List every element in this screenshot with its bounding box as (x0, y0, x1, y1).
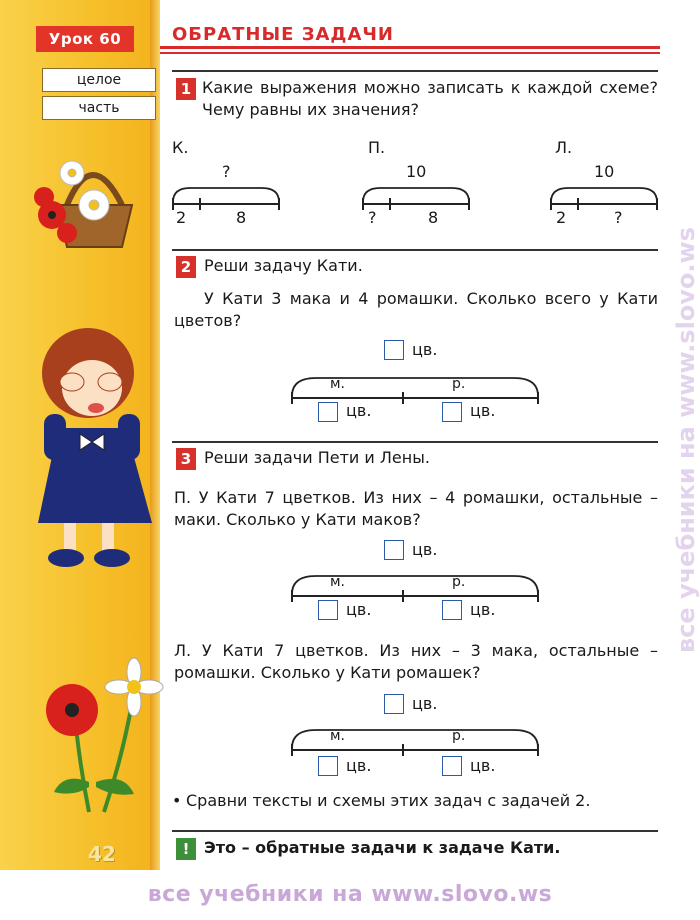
scheme-k-label: К. (172, 138, 189, 157)
scheme-left-label: м. (330, 376, 346, 392)
compare-text: Сравни тексты и схемы этих задач с задачей 2. (186, 791, 591, 810)
task-number: 1 (176, 78, 196, 100)
scheme-l-part2: ? (614, 208, 623, 227)
scheme-k-diagram (170, 184, 282, 214)
scheme-p-diagram (360, 184, 472, 214)
unit-label: цв. (470, 756, 496, 775)
task-rule (172, 830, 658, 832)
answer-box-right[interactable] (442, 600, 462, 620)
unit-label: цв. (412, 340, 438, 359)
scheme-left-label: м. (330, 728, 346, 744)
answer-box-total[interactable] (384, 694, 404, 714)
scheme-p-part2: 8 (428, 208, 439, 227)
unit-label: цв. (346, 600, 372, 619)
answer-box-total[interactable] (384, 540, 404, 560)
task-number: 3 (176, 448, 196, 470)
glossary-whole: целое (42, 68, 156, 92)
scheme-l-part1: 2 (556, 208, 567, 227)
problem-p-text: П. У Кати 7 цветков. Из них – 4 ромашки, остальные – маки. Сколько у Кати маков? (174, 488, 658, 529)
side-watermark: все учебники на www.slovo.ws (672, 227, 700, 653)
scheme-l-whole: 10 (594, 162, 615, 181)
bullet-icon: • (172, 791, 182, 810)
scheme-k-part2: 8 (236, 208, 247, 227)
scheme-right-label: р. (452, 728, 466, 744)
task2-heading: Реши задачу Кати. (204, 256, 363, 275)
scheme-p-label: П. (368, 138, 386, 157)
answer-box-right[interactable] (442, 756, 462, 776)
lesson-number: Урок 60 (36, 26, 134, 52)
scheme-left-label: м. (330, 574, 346, 590)
problem-l-text: Л. У Кати 7 цветков. Из них – 3 мака, остальные – ромашки. Сколько у Кати ромашек? (174, 641, 658, 682)
task-rule (172, 70, 658, 72)
conclusion-text: Это – обратные задачи к задаче Кати. (204, 838, 561, 857)
flower-basket-illustration (22, 135, 152, 255)
unit-label: цв. (470, 600, 496, 619)
scheme-right-label: р. (452, 376, 466, 392)
footer-watermark: все учебники на www.slovo.ws (147, 882, 553, 907)
title-rule-thin (160, 52, 660, 54)
task2-text: У Кати 3 мака и 4 ромашки. Сколько всего у Кати цветов? (174, 289, 658, 330)
scheme-p-part1: ? (368, 208, 377, 227)
scheme-l-label: Л. (555, 138, 573, 157)
girl-illustration (26, 318, 156, 578)
task-rule (172, 441, 658, 443)
answer-box-left[interactable] (318, 402, 338, 422)
answer-box-left[interactable] (318, 756, 338, 776)
unit-label: цв. (346, 401, 372, 420)
answer-box-right[interactable] (442, 402, 462, 422)
unit-label: цв. (412, 694, 438, 713)
answer-box-left[interactable] (318, 600, 338, 620)
scheme-p-whole: 10 (406, 162, 427, 181)
task-number: 2 (176, 256, 196, 278)
scheme-k-whole: ? (222, 162, 231, 181)
page-number: 42 (88, 842, 116, 866)
unit-label: цв. (346, 756, 372, 775)
answer-box-total[interactable] (384, 340, 404, 360)
title-rule (160, 46, 660, 49)
scheme-k-part1: 2 (176, 208, 187, 227)
daisy-icon (79, 190, 109, 220)
unit-label: цв. (470, 401, 496, 420)
problem-l-scheme (288, 726, 542, 758)
task1-text: Какие выражения можно записать к каждой схеме? Чему равны их значения? (202, 78, 658, 119)
page-title: ОБРАТНЫЕ ЗАДАЧИ (172, 24, 394, 45)
conclusion-icon: ! (176, 838, 196, 860)
task3-heading: Реши задачи Пети и Лены. (204, 448, 430, 467)
unit-label: цв. (412, 540, 438, 559)
scheme-right-label: р. (452, 574, 466, 590)
poppy-flower-illustration (34, 662, 164, 822)
glossary-part: часть (42, 96, 156, 120)
task-rule (172, 249, 658, 251)
